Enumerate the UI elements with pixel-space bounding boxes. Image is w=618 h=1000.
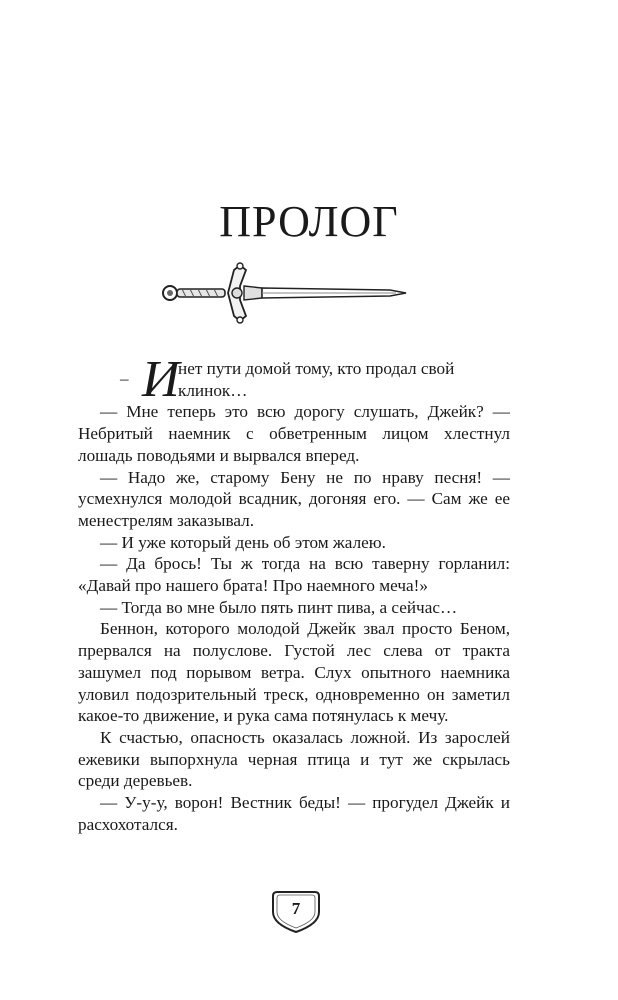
sword-icon bbox=[158, 262, 408, 324]
opening-line-2: клинок… bbox=[178, 380, 248, 400]
chapter-title: ПРОЛОГ bbox=[219, 197, 399, 246]
opening-paragraph bbox=[78, 351, 510, 408]
paragraph: — И уже который день об этом жалею. bbox=[100, 532, 386, 552]
paragraph: К счастью, опасность оказалась ложной. Из зарослей ежевики выпорхнула черная птица и тут же скрылась среди деревьев. bbox=[78, 727, 510, 791]
page-number-badge bbox=[270, 890, 322, 934]
drop-cap: И bbox=[142, 351, 180, 408]
opening-line-1: нет пути домой тому, кто продал свой bbox=[178, 359, 455, 378]
opening-dash: – bbox=[120, 369, 129, 388]
paragraph: — Мне теперь это всю дорогу слушать, Джейк? — Небритый наемник с обветренным лицом хлестнул лошадь поводьями и вырвался вперед. bbox=[78, 402, 510, 465]
page-number: 7 bbox=[291, 899, 301, 918]
paragraph: — Тогда во мне было пять пинт пива, а сейчас… bbox=[100, 597, 458, 617]
paragraph: — У-у-у, ворон! Вестник беды! — прогудел Джейк и расхохотался. bbox=[78, 793, 510, 834]
paragraph: — Надо же, старому Бену не по нраву песня! — усмехнулся молодой всадник, догоняя его. — Сам же ее менестрелям заказывал. bbox=[78, 467, 510, 530]
body-text bbox=[78, 351, 510, 835]
paragraph: Беннон, которого молодой Джейк звал просто Беном, прервался на полуслове. Густой лес слева от тракта зашумел под порывом ветра. Слух опытного наемника уловил подозрительный треск, одновременно он заметил какое-то движение, и рука сама потянулась к мечу. bbox=[78, 619, 510, 726]
paragraph: — Да брось! Ты ж тогда на всю таверну горланил: «Давай про нашего брата! Про наемного меча!» bbox=[78, 554, 510, 596]
